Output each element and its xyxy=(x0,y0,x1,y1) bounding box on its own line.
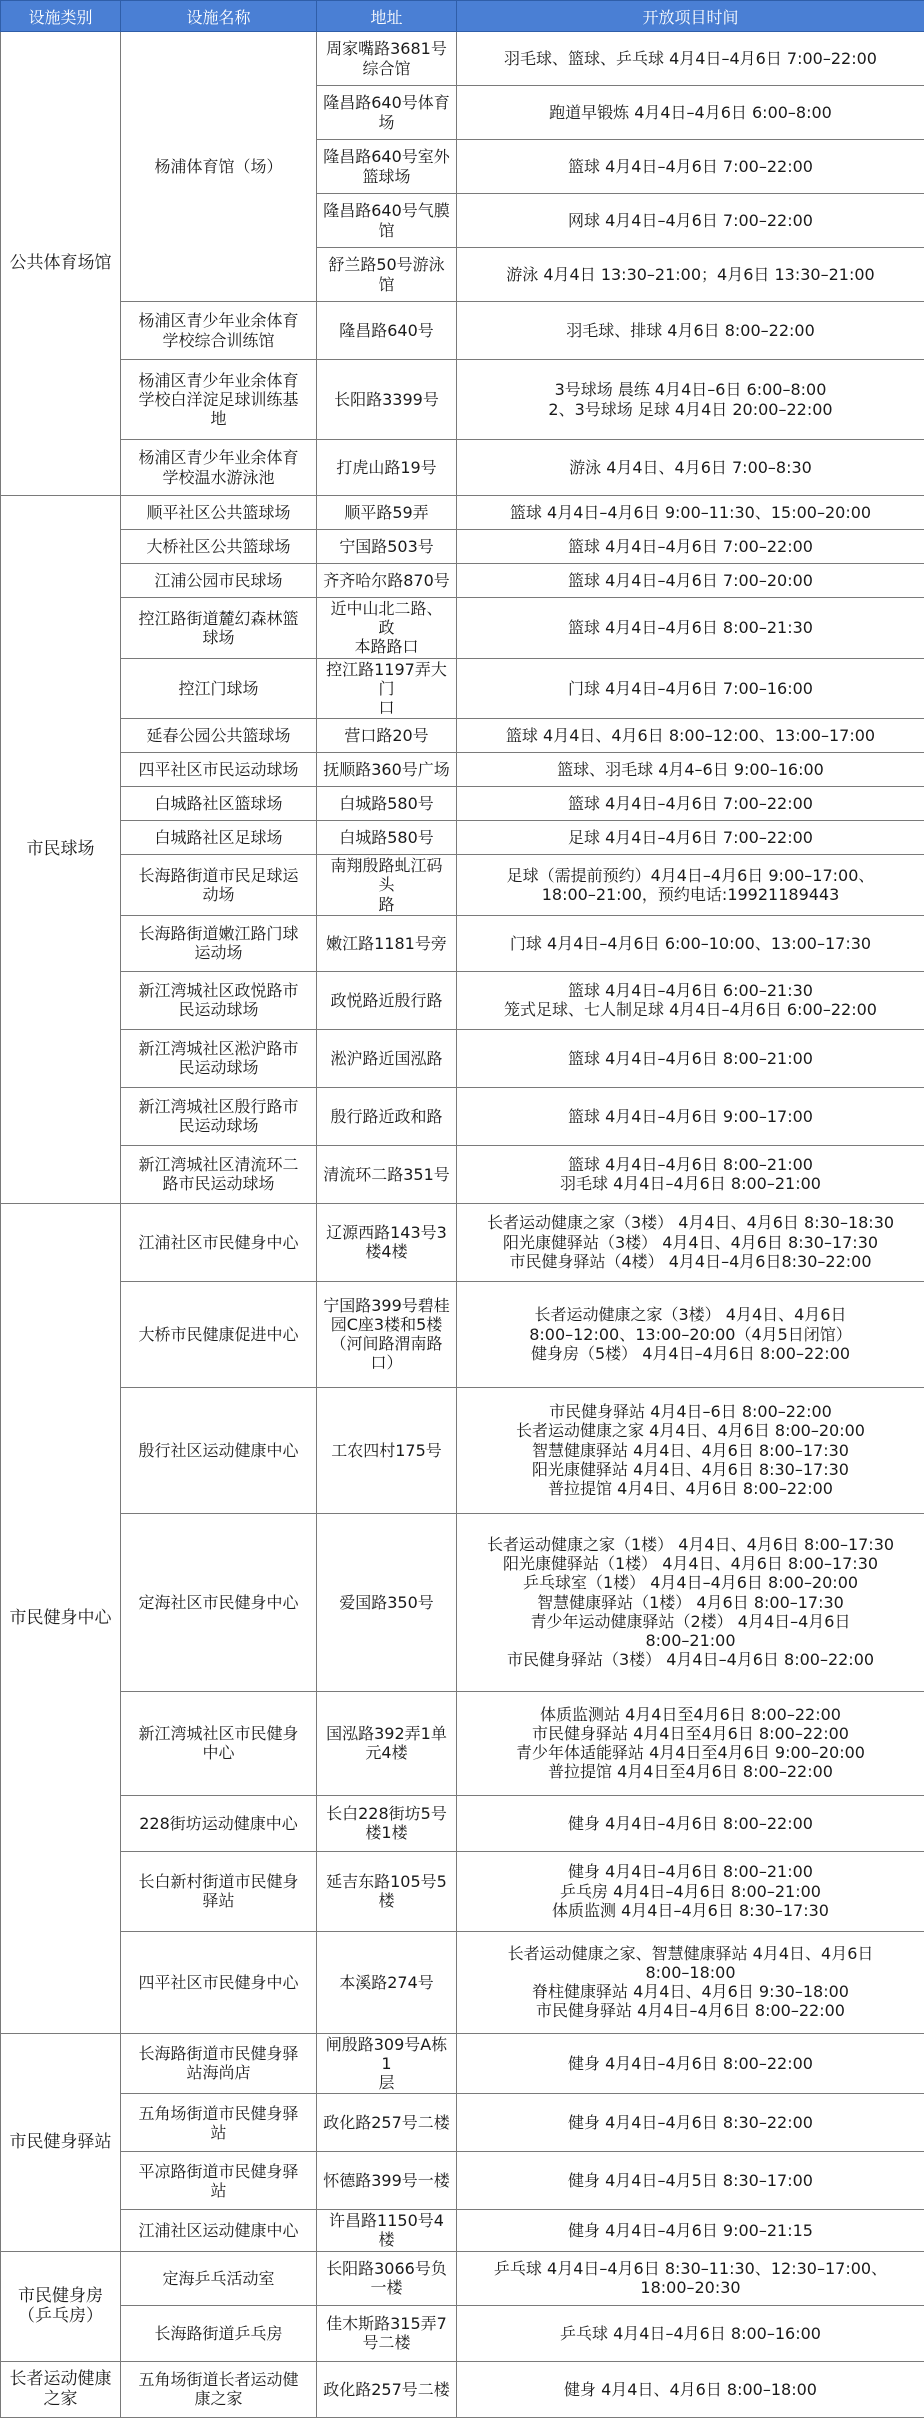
facility-address: 本溪路274号 xyxy=(317,1931,457,2033)
facility-hours: 篮球 4月4日–4月6日 7:00–22:00 xyxy=(457,530,924,564)
table-row xyxy=(1,658,924,719)
facility-name: 白城路社区足球场 xyxy=(121,821,317,855)
facility-name: 大桥市民健康促进中心 xyxy=(121,1281,317,1387)
facility-hours: 长者运动健康之家（3楼） 4月4日、4月6日 8:30–18:30 阳光康健驿站（3楼） 4月4日、4月6日 8:30–17:30 市民健身驿站（4楼） 4月4日–4月6日8:30–22:00 xyxy=(457,1203,924,1281)
facility-address: 顺平路59弄 xyxy=(317,496,457,530)
facility-hours: 篮球 4月4日–4月6日 7:00–20:00 xyxy=(457,564,924,598)
facility-address: 政悦路近殷行路 xyxy=(317,971,457,1029)
header-category: 设施类别 xyxy=(1,1,121,32)
facility-name: 白城路社区篮球场 xyxy=(121,787,317,821)
facility-hours: 健身 4月4日–4月6日 9:00–21:15 xyxy=(457,2210,924,2251)
table-row xyxy=(1,2210,924,2251)
facility-hours: 健身 4月4日、4月6日 8:00–18:00 xyxy=(457,2361,924,2417)
table-row xyxy=(1,32,924,86)
facility-address: 怀德路399号一楼 xyxy=(317,2152,457,2210)
table-row xyxy=(1,1851,924,1931)
facility-name: 杨浦区青少年业余体育 学校综合训练馆 xyxy=(121,302,317,360)
table-row xyxy=(1,1087,924,1145)
facility-name: 新江湾城社区殷行路市 民运动球场 xyxy=(121,1087,317,1145)
facility-name: 五角场街道市民健身驿 站 xyxy=(121,2094,317,2152)
facility-address: 清流环二路351号 xyxy=(317,1145,457,1203)
facility-address: 殷行路近政和路 xyxy=(317,1087,457,1145)
facility-address: 舒兰路50号游泳 馆 xyxy=(317,248,457,302)
facility-name: 顺平社区公共篮球场 xyxy=(121,496,317,530)
facility-hours: 跑道早锻炼 4月4日–4月6日 6:00–8:00 xyxy=(457,86,924,140)
facility-hours: 篮球 4月4日–4月6日 9:00–11:30、15:00–20:00 xyxy=(457,496,924,530)
category-cell: 市民健身中心 xyxy=(1,1203,121,2033)
facility-hours: 篮球、羽毛球 4月4–6日 9:00–16:00 xyxy=(457,753,924,787)
facility-hours: 足球（需提前预约）4月4日–4月6日 9:00–17:00、 18:00–21:00，预约电话:19921189443 xyxy=(457,855,924,916)
facility-address: 白城路580号 xyxy=(317,787,457,821)
facility-name: 江浦社区市民健身中心 xyxy=(121,1203,317,1281)
facility-hours: 游泳 4月4日、4月6日 7:00–8:30 xyxy=(457,440,924,496)
facility-name: 大桥社区公共篮球场 xyxy=(121,530,317,564)
facility-address: 嫩江路1181号旁 xyxy=(317,915,457,971)
facility-hours: 健身 4月4日–4月6日 8:00–22:00 xyxy=(457,2033,924,2094)
table-row xyxy=(1,2361,924,2417)
facility-address: 国泓路392弄1单 元4楼 xyxy=(317,1691,457,1795)
table-row xyxy=(1,855,924,916)
category-cell: 长者运动健康 之家 xyxy=(1,2361,121,2417)
facility-address: 隆昌路640号室外 篮球场 xyxy=(317,140,457,194)
table-row xyxy=(1,440,924,496)
facility-name: 新江湾城社区政悦路市 民运动球场 xyxy=(121,971,317,1029)
facility-hours: 篮球 4月4日–4月6日 7:00–22:00 xyxy=(457,787,924,821)
facility-hours: 羽毛球、篮球、乒乓球 4月4日–4月6日 7:00–22:00 xyxy=(457,32,924,86)
header-row xyxy=(1,1,924,32)
table-row xyxy=(1,1145,924,1203)
facility-hours: 长者运动健康之家（3楼） 4月4日、4月6日 8:00–12:00、13:00–20:00（4月5日闭馆） 健身房（5楼） 4月4日–4月6日 8:00–22:00 xyxy=(457,1281,924,1387)
facility-hours: 门球 4月4日–4月6日 7:00–16:00 xyxy=(457,658,924,719)
facility-hours: 长者运动健康之家、智慧健康驿站 4月4日、4月6日 8:00–18:00 脊柱健康驿站 4月4日、4月6日 9:30–18:00 市民健身驿站 4月4日–4月6日 8:00–22:00 xyxy=(457,1931,924,2033)
facility-address: 长白228街坊5号 楼1楼 xyxy=(317,1795,457,1851)
table-row xyxy=(1,1931,924,2033)
facility-name: 长海路街道市民足球运 动场 xyxy=(121,855,317,916)
table-row xyxy=(1,2305,924,2361)
table-row xyxy=(1,530,924,564)
facility-name: 五角场街道长者运动健 康之家 xyxy=(121,2361,317,2417)
table-row xyxy=(1,753,924,787)
table-row xyxy=(1,787,924,821)
facility-address: 长阳路3399号 xyxy=(317,360,457,440)
facility-hours: 健身 4月4日–4月6日 8:00–22:00 xyxy=(457,1795,924,1851)
table-row xyxy=(1,302,924,360)
table-row xyxy=(1,1029,924,1087)
facility-address: 延吉东路105号5 楼 xyxy=(317,1851,457,1931)
facility-name: 新江湾城社区清流环二 路市民运动球场 xyxy=(121,1145,317,1203)
facility-name: 控江门球场 xyxy=(121,658,317,719)
facility-hours: 篮球 4月4日–4月6日 6:00–21:30 笼式足球、七人制足球 4月4日–4月6日 6:00–22:00 xyxy=(457,971,924,1029)
facility-address: 近中山北二路、政 本路路口 xyxy=(317,598,457,659)
facility-hours: 篮球 4月4日–4月6日 8:00–21:00 羽毛球 4月4日–4月6日 8:00–21:00 xyxy=(457,1145,924,1203)
facility-address: 辽源西路143号3 楼4楼 xyxy=(317,1203,457,1281)
facility-name: 长海路街道市民健身驿 站海尚店 xyxy=(121,2033,317,2094)
facility-address: 许昌路1150号4楼 xyxy=(317,2210,457,2251)
facility-hours: 网球 4月4日–4月6日 7:00–22:00 xyxy=(457,194,924,248)
table-row xyxy=(1,496,924,530)
category-cell: 公共体育场馆 xyxy=(1,32,121,496)
facility-hours: 羽毛球、排球 4月6日 8:00–22:00 xyxy=(457,302,924,360)
header-name: 设施名称 xyxy=(121,1,317,32)
facility-name: 四平社区市民健身中心 xyxy=(121,1931,317,2033)
facility-name: 平凉路街道市民健身驿 站 xyxy=(121,2152,317,2210)
facility-name: 长海路街道嫩江路门球 运动场 xyxy=(121,915,317,971)
facility-hours: 健身 4月4日–4月5日 8:30–17:00 xyxy=(457,2152,924,2210)
facility-name: 江浦公园市民球场 xyxy=(121,564,317,598)
facility-name: 定海社区市民健身中心 xyxy=(121,1513,317,1691)
facility-hours: 3号球场 晨练 4月4日–6日 6:00–8:00 2、3号球场 足球 4月4日 20:00–22:00 xyxy=(457,360,924,440)
facility-address: 工农四村175号 xyxy=(317,1387,457,1513)
facility-name: 杨浦体育馆（场） xyxy=(121,32,317,302)
category-cell: 市民健身驿站 xyxy=(1,2033,121,2251)
facility-name: 四平社区市民运动球场 xyxy=(121,753,317,787)
facility-address: 周家嘴路3681号 综合馆 xyxy=(317,32,457,86)
table-row xyxy=(1,1513,924,1691)
facility-address: 营口路20号 xyxy=(317,719,457,753)
header-address: 地址 xyxy=(317,1,457,32)
table-row xyxy=(1,971,924,1029)
facility-name: 杨浦区青少年业余体育 学校白洋淀足球训练基 地 xyxy=(121,360,317,440)
facility-hours: 篮球 4月4日–4月6日 8:00–21:30 xyxy=(457,598,924,659)
facility-name: 定海乒乓活动室 xyxy=(121,2251,317,2305)
header-hours: 开放项目时间 xyxy=(457,1,924,32)
table-row xyxy=(1,2094,924,2152)
facility-name: 长海路街道乒乓房 xyxy=(121,2305,317,2361)
facility-address: 宁国路399号碧桂 园C座3楼和5楼 （河间路渭南路 口） xyxy=(317,1281,457,1387)
table-row xyxy=(1,2152,924,2210)
table-row xyxy=(1,1795,924,1851)
facility-name: 新江湾城社区淞沪路市 民运动球场 xyxy=(121,1029,317,1087)
facility-address: 齐齐哈尔路870号 xyxy=(317,564,457,598)
table-row xyxy=(1,719,924,753)
facility-hours: 体质监测站 4月4日至4月6日 8:00–22:00 市民健身驿站 4月4日至4月6日 8:00–22:00 青少年体适能驿站 4月4日至4月6日 9:00–20:00 普拉提馆 4月4日至4月6日 8:00–22:00 xyxy=(457,1691,924,1795)
table-row xyxy=(1,1691,924,1795)
facility-address: 抚顺路360号广场 xyxy=(317,753,457,787)
facility-name: 殷行社区运动健康中心 xyxy=(121,1387,317,1513)
facility-name: 新江湾城社区市民健身 中心 xyxy=(121,1691,317,1795)
category-cell: 市民健身房 （乒乓房） xyxy=(1,2251,121,2361)
table-row xyxy=(1,2033,924,2094)
facility-name: 杨浦区青少年业余体育 学校温水游泳池 xyxy=(121,440,317,496)
facility-hours: 乒乓球 4月4日–4月6日 8:00–16:00 xyxy=(457,2305,924,2361)
facility-address: 隆昌路640号气膜 馆 xyxy=(317,194,457,248)
facility-name: 江浦社区运动健康中心 xyxy=(121,2210,317,2251)
facility-hours: 篮球 4月4日–4月6日 7:00–22:00 xyxy=(457,140,924,194)
facility-hours: 篮球 4月4日、4月6日 8:00–12:00、13:00–17:00 xyxy=(457,719,924,753)
table-row xyxy=(1,1203,924,1281)
facility-address: 淞沪路近国泓路 xyxy=(317,1029,457,1087)
facility-address: 隆昌路640号体育 场 xyxy=(317,86,457,140)
facility-hours: 篮球 4月4日–4月6日 9:00–17:00 xyxy=(457,1087,924,1145)
facility-address: 政化路257号二楼 xyxy=(317,2361,457,2417)
category-cell: 市民球场 xyxy=(1,496,121,1204)
table-row xyxy=(1,2251,924,2305)
facility-hours: 长者运动健康之家（1楼） 4月4日、4月6日 8:00–17:30 阳光康健驿站（1楼） 4月4日、4月6日 8:00–17:30 乒乓球室（1楼） 4月4日–4月6日 8:00–20:00 智慧健康驿站（1楼） 4月6日 8:00–17:30 青少年运动健康驿站（2楼） 4月4日–4月6日 8:00–21:00 市民健身驿站（3楼） 4月4日–4月6日 8:00–22:00 xyxy=(457,1513,924,1691)
facility-hours: 市民健身驿站 4月4日–6日 8:00–22:00 长者运动健康之家 4月4日、4月6日 8:00–20:00 智慧健康驿站 4月4日、4月6日 8:00–17:30 阳光康健驿站 4月4日、4月6日 8:30–17:30 普拉提馆 4月4日、4月6日 8:00–22:00 xyxy=(457,1387,924,1513)
facility-address: 南翔殷路虬江码头 路 xyxy=(317,855,457,916)
facility-hours: 健身 4月4日–4月6日 8:30–22:00 xyxy=(457,2094,924,2152)
facility-hours: 足球 4月4日–4月6日 7:00–22:00 xyxy=(457,821,924,855)
facility-hours: 篮球 4月4日–4月6日 8:00–21:00 xyxy=(457,1029,924,1087)
facility-hours: 健身 4月4日–4月6日 8:00–21:00 乒乓房 4月4日–4月6日 8:00–21:00 体质监测 4月4日–4月6日 8:30–17:30 xyxy=(457,1851,924,1931)
facility-address: 隆昌路640号 xyxy=(317,302,457,360)
table-row xyxy=(1,360,924,440)
facility-address: 长阳路3066号负 一楼 xyxy=(317,2251,457,2305)
facility-address: 政化路257号二楼 xyxy=(317,2094,457,2152)
facility-address: 闸殷路309号A栋1 层 xyxy=(317,2033,457,2094)
table-row xyxy=(1,1281,924,1387)
facility-name: 228街坊运动健康中心 xyxy=(121,1795,317,1851)
facility-hours: 乒乓球 4月4日–4月6日 8:30–11:30、12:30–17:00、 18:00–20:30 xyxy=(457,2251,924,2305)
facility-hours: 门球 4月4日–4月6日 6:00–10:00、13:00–17:30 xyxy=(457,915,924,971)
facility-name: 延春公园公共篮球场 xyxy=(121,719,317,753)
table-row xyxy=(1,1387,924,1513)
facility-address: 白城路580号 xyxy=(317,821,457,855)
table-row xyxy=(1,598,924,659)
facility-address: 爱国路350号 xyxy=(317,1513,457,1691)
table-row xyxy=(1,915,924,971)
table-row xyxy=(1,821,924,855)
facility-address: 佳木斯路315弄7 号二楼 xyxy=(317,2305,457,2361)
facility-hours: 游泳 4月4日 13:30–21:00；4月6日 13:30–21:00 xyxy=(457,248,924,302)
table-row xyxy=(1,564,924,598)
facility-name: 控江路街道麓幻森林篮 球场 xyxy=(121,598,317,659)
facility-name: 长白新村街道市民健身 驿站 xyxy=(121,1851,317,1931)
facility-address: 宁国路503号 xyxy=(317,530,457,564)
facility-address: 打虎山路19号 xyxy=(317,440,457,496)
facility-address: 控江路1197弄大门 口 xyxy=(317,658,457,719)
